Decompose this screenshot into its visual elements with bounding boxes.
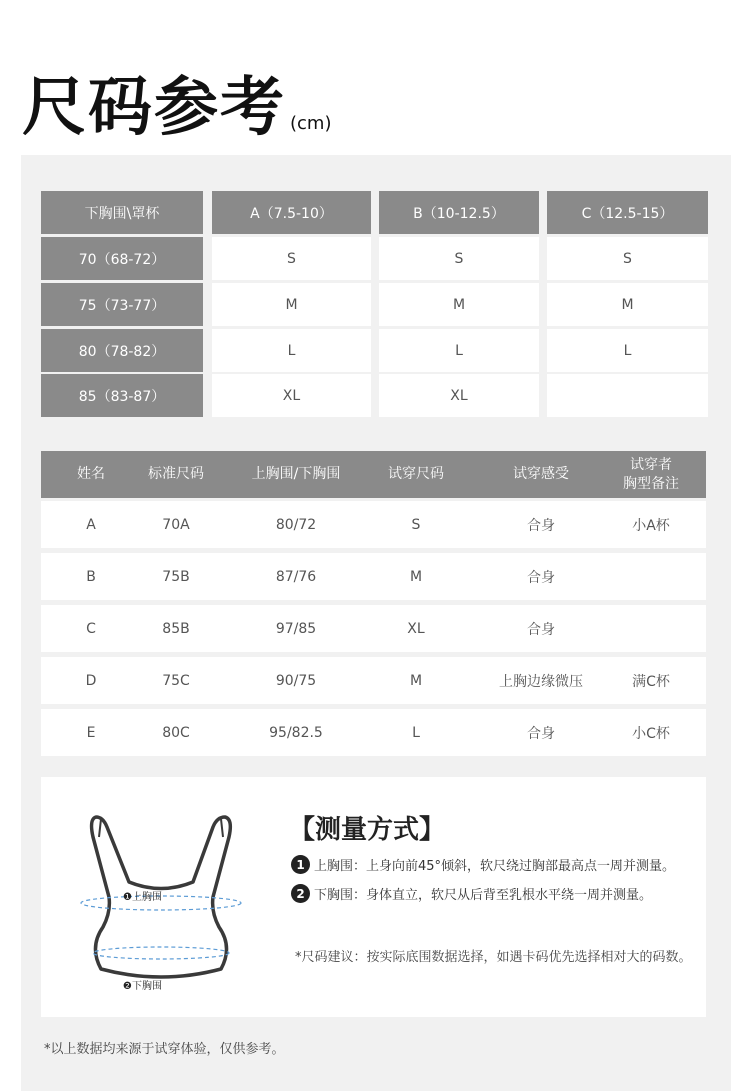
cell-trial-size: L (412, 724, 420, 741)
size-cell: S (547, 237, 708, 280)
page-title-block (22, 56, 332, 145)
cell-standard-size: 70A (162, 516, 190, 533)
size-advice-note: *尺码建议：按实际底围数据选择，如遇卡码优先选择相对大的码数。 (295, 950, 692, 965)
cell-note: 满C杯 (632, 673, 670, 690)
step-number-icon: 1 (291, 855, 310, 874)
cell-standard-size: 75B (162, 568, 190, 585)
header-cup-b: B（10-12.5） (379, 191, 539, 234)
fit-table-row (41, 709, 706, 756)
cell-bust: 95/82.5 (269, 724, 323, 741)
cell-feeling: 合身 (527, 517, 555, 534)
cell-feeling: 上胸边缘微压 (499, 673, 583, 690)
cell-trial-size: S (411, 516, 421, 533)
unit-label: (cm) (290, 113, 332, 134)
row-label: 85（83-87） (41, 374, 203, 417)
fit-table-row (41, 553, 706, 600)
header-trial-size: 试穿尺码 (388, 466, 444, 482)
step-text: 下胸围：身体直立，软尺从后背至乳根水平绕一周并测量。 (314, 888, 653, 903)
page-title: 尺码参考 (22, 71, 286, 145)
cell-note: 小C杯 (632, 725, 670, 742)
header-name: 姓名 (77, 466, 105, 482)
cell-bust: 97/85 (275, 620, 317, 637)
cell-note (601, 553, 701, 600)
size-cell: M (547, 283, 708, 326)
size-cell: XL (212, 374, 371, 417)
fit-table-row (41, 605, 706, 652)
row-label: 75（73-77） (41, 283, 203, 326)
step-number-icon: 2 (291, 884, 310, 903)
cell-feeling: 合身 (527, 569, 555, 586)
cell-bust: 80/72 (275, 516, 317, 533)
cell-name: E (86, 724, 96, 741)
cell-trial-size: M (409, 672, 423, 689)
fit-table-header (41, 451, 706, 498)
header-cup-c: C（12.5-15） (547, 191, 708, 234)
size-cell: S (379, 237, 539, 280)
measurement-title: 【测量方式】 (289, 815, 446, 845)
cell-name: B (86, 568, 96, 585)
size-cell: M (379, 283, 539, 326)
cell-name: C (86, 620, 96, 637)
header-underbust-cup: 下胸围\罩杯 (41, 191, 203, 234)
header-cup-a: A（7.5-10） (212, 191, 371, 234)
cell-standard-size: 85B (162, 620, 190, 637)
header-fit-feeling: 试穿感受 (513, 466, 569, 482)
cell-standard-size: 80C (162, 724, 190, 741)
row-label: 70（68-72） (41, 237, 203, 280)
cell-note (601, 605, 701, 652)
size-cell: M (212, 283, 371, 326)
fit-table-row (41, 501, 706, 548)
cell-feeling: 合身 (527, 725, 555, 742)
cell-standard-size: 75C (162, 672, 190, 689)
cell-bust: 87/76 (275, 568, 317, 585)
size-cell (547, 374, 708, 417)
fit-table-row (41, 657, 706, 704)
header-bust-measurements: 上胸围/下胸围 (251, 466, 341, 482)
bra-diagram (61, 807, 261, 1007)
measurement-card (41, 777, 706, 1017)
size-cell: S (212, 237, 371, 280)
measurement-step (291, 855, 675, 874)
measurement-step (291, 884, 652, 903)
size-cell: L (547, 329, 708, 372)
row-label: 80（78-82） (41, 329, 203, 372)
cell-feeling: 合身 (527, 621, 555, 638)
cell-bust: 90/75 (275, 672, 317, 689)
upper-bust-label: ❶上胸围 (123, 892, 162, 903)
cell-trial-size: XL (407, 620, 425, 637)
cell-name: A (86, 516, 96, 533)
footer-disclaimer: *以上数据均来源于试穿体验，仅供参考。 (44, 1042, 285, 1057)
size-cell: L (379, 329, 539, 372)
step-text: 上胸围：上身向前45°倾斜，软尺绕过胸部最高点一周并测量。 (314, 859, 676, 874)
under-bust-label: ❷下胸围 (123, 981, 162, 992)
cell-trial-size: M (409, 568, 423, 585)
header-standard-size: 标准尺码 (148, 466, 204, 482)
cell-name: D (85, 672, 97, 689)
header-breast-shape-note: 试穿者 胸型备注 (623, 456, 679, 492)
size-cell: L (212, 329, 371, 372)
cell-note: 小A杯 (632, 517, 670, 534)
size-cell: XL (379, 374, 539, 417)
